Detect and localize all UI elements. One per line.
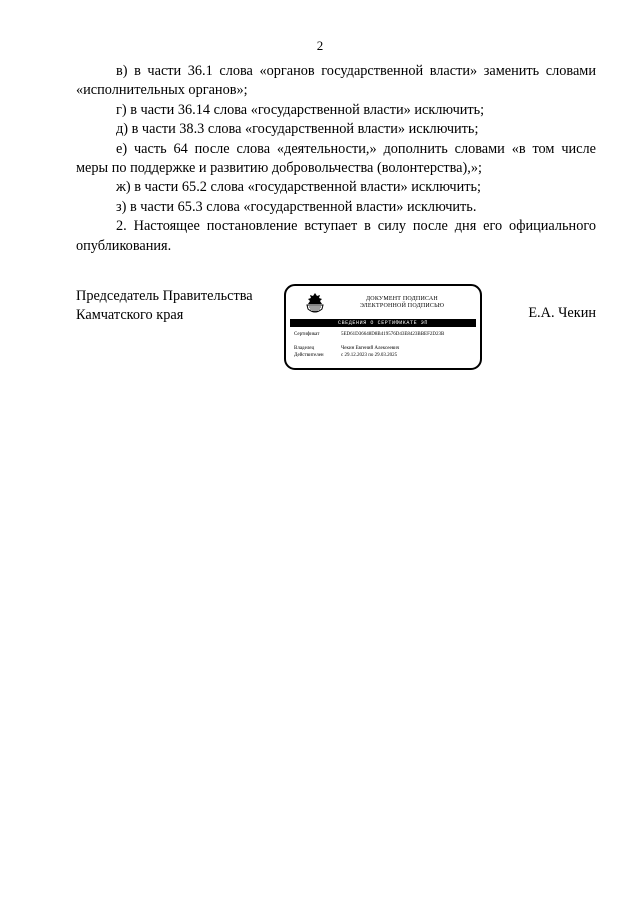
page-number: 2: [316, 38, 324, 53]
stamp-value-certificate: 5ED61D36648D8B419576D43E8423BBEF2D23B: [341, 332, 445, 337]
stamp-title-line2: ЭЛЕКТРОННОЙ ПОДПИСЬЮ: [359, 303, 445, 309]
signatory-position-line2: Камчатского края: [76, 307, 184, 324]
paragraph-g: г) в части 36.14 слова «государственной власти» исключить;: [116, 101, 485, 118]
stamp-value-valid: с 29.12.2023 по 29.03.2025: [341, 353, 398, 358]
electronic-signature-stamp: [284, 284, 482, 370]
stamp-key-owner: Владелец: [294, 346, 315, 351]
paragraph-e: е) часть 64 после слова «деятельности,» дополнить словами «в том числе меры по поддержке и развитию добровольчества (волонтерства),»;: [76, 140, 596, 177]
signatory-position: [76, 287, 253, 326]
stamp-key-certificate: Сертификат: [294, 332, 320, 337]
signatory-position-line1: Председатель Правительства: [76, 288, 253, 304]
stamp-title-line1: ДОКУМЕНТ ПОДПИСАН: [366, 296, 438, 302]
stamp-key-valid: Действителен: [294, 353, 324, 358]
coat-of-arms-icon: [304, 291, 326, 315]
paragraph-zh: ж) в части 65.2 слова «государственной власти» исключить;: [116, 179, 482, 196]
stamp-value-owner: Чекин Евгений Алексеевич: [341, 346, 400, 351]
signer-name: Е.А. Чекин: [528, 305, 596, 321]
stamp-title: [332, 296, 472, 310]
paragraph-z: з) в части 65.3 слова «государственной власти» исключить.: [116, 198, 477, 215]
paragraph-effective: 2. Настоящее постановление вступает в силу после дня его официального опубликования.: [76, 218, 596, 254]
paragraph-d: д) в части 38.3 слова «государственной власти» исключить;: [116, 121, 479, 138]
paragraph-v: в) в части 36.1 слова «органов государственной власти» заменить словами «исполнительных органов»;: [76, 63, 596, 99]
stamp-certificate-bar: СВЕДЕНИЯ О СЕРТИФИКАТЕ ЭП: [290, 319, 476, 327]
document-body: [76, 62, 596, 256]
